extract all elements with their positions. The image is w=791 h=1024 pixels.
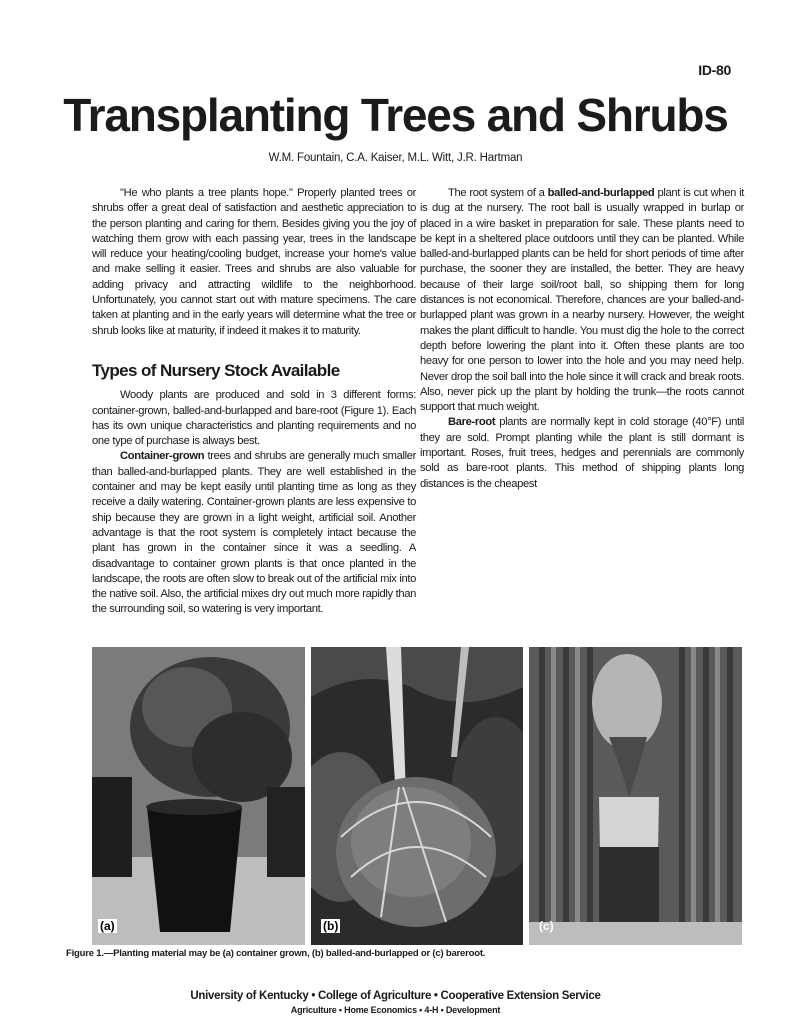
balled-burlapped-text: plant is cut when it is dug at the nursery. The root ball is usually wrapped in burlap or placed in a wire basket in preparation for sale. These plants need to be kept in a sheltered place outdoors until they can be planted. While balled-and-burlapped plants can be held for short periods of time after purchase, the sooner they are installed, the better. They are heavy because of their large soil/root ball, so shipping them for long distances is not economical. Therefore, chances are your balled-and-burlapped plant was grown in a nearby nursery. However, the weight makes the plant difficult to handle. You must dig the hole to the correct depth before lowering the plant into it. Often these plants are too heavy for one person to lower into the hole and you may need help. Never drop the soil ball into the hole since it will crack and break roots. Also, never pick up the plant by holding the trunk—the roots cannot support that much weight. — [420, 187, 744, 414]
balled-burlapped-paragraph — [420, 186, 744, 415]
photo-container-grown — [92, 647, 305, 945]
document-id: ID-80 — [698, 62, 731, 78]
container-grown-paragraph — [92, 449, 416, 617]
right-column — [420, 186, 744, 492]
figure-caption: Figure 1.—Planting material may be (a) container grown, (b) balled-and-burlapped or (c) bareroot. — [66, 948, 486, 959]
container-grown-text: trees and shrubs are generally much smaller than balled-and-burlapped plants. They are well established in the container and may be kept easily until planting time as long as they receive a daily watering. Container-grown plants are less expensive to ship because they are grown in a light weight, artificial soil. Another advantage is that the root system is completely intact because the plant has grown in the container since it was a seedling. A disadvantage to container grown plants is that once planted in the landscape, the roots are often slow to break out of the artificial mix into the native soil. Also, the artificial mixes dry out much more rapidly than the surrounding soil, so watering is very important. — [92, 450, 416, 616]
footer-programs: Agriculture • Home Economics • 4-H • Development — [290, 1005, 501, 1015]
container-grown-illustration — [92, 647, 305, 945]
photo-label-c: (c) — [539, 919, 554, 933]
balled-burlapped-intro: The root system of a — [448, 187, 548, 199]
balled-burlapped-term: balled-and-burlapped — [547, 187, 655, 199]
bare-root-paragraph — [420, 415, 744, 491]
nursery-forms-paragraph: Woody plants are produced and sold in 3 different forms: container-grown, balled-and-burlapped and bare-root (Figure 1). Each has its own unique characteristics and planting requirements and no one type of purchase is always best. — [92, 389, 416, 448]
section-heading: Types of Nursery Stock Available — [92, 360, 340, 380]
container-grown-term: Container-grown — [120, 450, 205, 463]
bareroot-illustration — [529, 647, 742, 945]
footer-institution: University of Kentucky • College of Agriculture • Cooperative Extension Service — [190, 990, 601, 1002]
intro-paragraph: "He who plants a tree plants hope." Properly planted trees or shrubs offer a great deal of satisfaction and aesthetic appreciation to the person planting and caring for them. Besides giving you the joy of watching them grow with each passing year, trees in the landscape will reduce your heating/cooling budget, increase your home's value and make selling it easier. Trees and shrubs are also valuable for adding privacy and attracting wildlife to the neighborhood. Unfortunately, you cannot start out with mature specimens. The care taken at planting and in the early years will determine what the tree or shrub looks like at maturity, if indeed it makes it to maturity. — [92, 187, 416, 337]
left-column — [92, 186, 416, 618]
bare-root-text: plants are normally kept in cold storage (40°F) until they are sold. Prompt planting while the plant is still dormant is important. Roses, fruit trees, hedges and perennials are commonly sold as bare-root plants. This method of shipping plants long distances is the cheapest — [420, 416, 744, 490]
photo-label-b: (b) — [323, 919, 339, 933]
figure-1 — [92, 647, 742, 945]
bare-root-term: Bare-root — [448, 416, 496, 429]
balled-burlapped-illustration — [311, 647, 523, 945]
photo-balled-burlapped — [311, 647, 523, 945]
photo-bareroot — [529, 647, 742, 945]
page-title: Transplanting Trees and Shrubs — [63, 89, 728, 141]
authors-line: W.M. Fountain, C.A. Kaiser, M.L. Witt, J.R. Hartman — [268, 152, 523, 164]
photo-label-a: (a) — [100, 919, 115, 933]
